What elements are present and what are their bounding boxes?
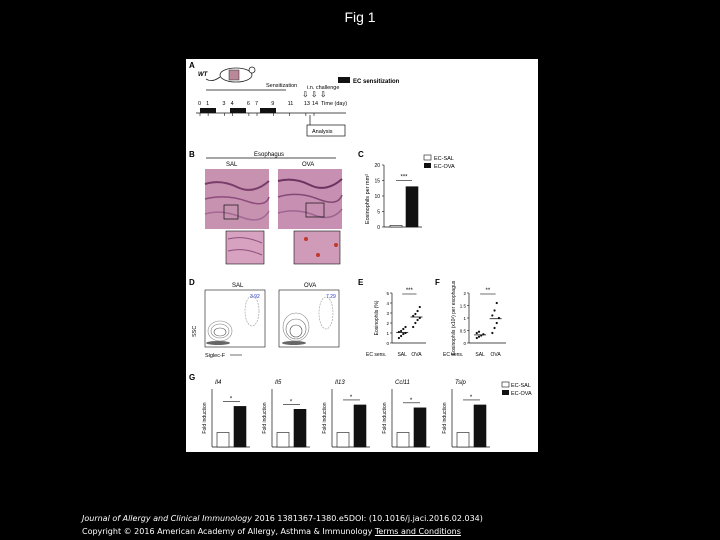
chart-e-ytick-label-5: 5 — [386, 291, 389, 296]
chart-e-point-0-2 — [402, 333, 404, 335]
chart-f-xrow-label: EC sens. — [443, 352, 464, 358]
citation-footer — [82, 512, 483, 538]
chart-g-gene-label-4: Tslp — [455, 380, 466, 386]
panel-label-b: B — [189, 150, 195, 159]
chart-e-sig-label: *** — [405, 288, 413, 294]
chart-e-point-1-5 — [414, 313, 416, 315]
chart-g-gene-label-0: Il4 — [215, 380, 222, 386]
figure-title: Fig 1 — [344, 9, 376, 25]
day-label-5: 7 — [255, 101, 259, 107]
chart-g-bar-4-0 — [457, 433, 469, 448]
chart-g-ylabel-4: Fold induction — [442, 402, 448, 434]
chart-g-bar-0-0 — [217, 433, 229, 448]
chart-e-ytick-label-2: 2 — [386, 321, 389, 326]
chart-g-ylabel-1: Fold induction — [262, 402, 268, 434]
chart-e-ytick-label-4: 4 — [386, 301, 389, 306]
chart-f-point-1-6 — [496, 302, 498, 304]
chart-f-point-0-4 — [476, 332, 478, 334]
sensitization-label: Sensitization — [266, 83, 298, 89]
figure-panel — [186, 59, 538, 452]
chart-e-point-1-1 — [414, 322, 416, 324]
chart-g-sig-label-0: * — [229, 396, 233, 403]
chart-g-bar-3-1 — [414, 408, 426, 447]
histo-sal-label: SAL — [226, 162, 238, 168]
esophagus-label: Esophagus — [254, 152, 285, 158]
chart-g-bar-4-1 — [474, 405, 486, 447]
flow-ssc-label: SSC — [192, 325, 198, 337]
copyright-text: Copyright © 2016 American Academy of Allergy, Asthma & Immunology — [82, 527, 375, 536]
chart-f-ytick-label-0: 0 — [463, 341, 466, 346]
chart-g-bar-3-0 — [397, 433, 409, 448]
chart-g-ylabel-0: Fold induction — [202, 402, 208, 434]
chart-g — [202, 380, 490, 447]
chart-g-gene-label-1: Il5 — [275, 380, 282, 386]
legend-g-label-ova: EC-OVA — [511, 391, 532, 397]
chart-g-gene-label-2: Il13 — [335, 380, 345, 386]
chart-c-ytick-label-0: 0 — [377, 225, 380, 231]
chart-e-point-1-7 — [419, 306, 421, 308]
chart-e — [366, 288, 426, 358]
chart-e-point-0-6 — [402, 328, 404, 330]
chart-f-ytick-label-3: 1.5 — [459, 303, 466, 309]
flow-siglec-label: Siglec-F — [205, 353, 226, 359]
citation-details: 2016 1381367-1380.e5DOI: (10.1016/j.jaci.2016.02.034) — [251, 514, 483, 523]
chart-e-group-label-0: SAL — [397, 352, 407, 358]
chart-e-point-1-0 — [412, 326, 414, 328]
day-label-2: 3 — [222, 101, 226, 107]
panel-label-d: D — [189, 278, 195, 287]
chart-g-sig-label-1: * — [289, 399, 293, 406]
legend-g-label-sal: EC-SAL — [511, 383, 531, 389]
chart-f-point-1-2 — [496, 322, 498, 324]
chart-e-point-0-5 — [400, 330, 402, 332]
chart-c-ytick-label-3: 15 — [374, 178, 380, 185]
histology-sal-image — [205, 169, 269, 264]
chart-g-gene-label-3: Ccl11 — [395, 380, 410, 386]
chart-f-ytick-label-1: 0.5 — [459, 328, 466, 334]
chart-e-point-1-6 — [416, 310, 418, 312]
panel-label-a: A — [189, 61, 195, 70]
panel-label-g: G — [189, 373, 196, 382]
chart-e-ytick-label-1: 1 — [386, 331, 389, 336]
panel-label-c: C — [358, 150, 364, 159]
chart-f-point-1-4 — [491, 314, 493, 316]
legend-c-swatch-ova — [424, 163, 431, 168]
citation-line — [82, 512, 483, 525]
chart-c-bar-0 — [390, 225, 402, 227]
copyright-line — [82, 525, 483, 538]
chart-g-ylabel-2: Fold induction — [322, 402, 328, 434]
chart-e-xrow-label: EC sens. — [366, 352, 387, 358]
day-label-6: 9 — [271, 101, 275, 107]
day-label-1: 1 — [206, 101, 210, 107]
legend-c — [424, 155, 455, 170]
chart-f-group-label-0: SAL — [475, 352, 485, 358]
wt-label: WT — [198, 72, 208, 78]
day-label-4: 6 — [246, 101, 250, 107]
chart-c-ytick-label-1: 5 — [377, 209, 380, 216]
challenge-arrows: ⇩ ⇩ ⇩ — [302, 90, 327, 99]
legend-g — [502, 382, 532, 397]
chart-c-sig-label: *** — [400, 174, 408, 181]
chart-g-bar-0-1 — [234, 406, 246, 447]
legend-c-label-ova: EC-OVA — [434, 164, 455, 170]
chart-f-ytick-label-2: 1 — [463, 316, 466, 321]
analysis-label: Analysis — [312, 129, 333, 135]
timeline-bar — [196, 108, 346, 113]
panel-label-f: F — [435, 278, 440, 287]
chart-e-point-0-7 — [404, 326, 406, 328]
chart-f-point-0-0 — [476, 337, 478, 339]
challenge-label: i.n. challenge — [307, 85, 340, 91]
histology-ova-image — [278, 169, 342, 264]
chart-f — [443, 280, 506, 358]
day-label-3: 4 — [230, 101, 234, 107]
chart-g-ylabel-3: Fold induction — [382, 402, 388, 434]
histo-ova-label: OVA — [302, 162, 315, 168]
chart-f-ytick-label-4: 2 — [463, 291, 466, 296]
flow-ova-percent: 7.29 — [326, 294, 336, 300]
mouse-icon — [206, 67, 255, 82]
chart-f-point-0-1 — [478, 336, 480, 338]
chart-f-ylabel: Eosinophils (x10³) per esophagus — [451, 280, 457, 356]
flow-ova-label: OVA — [304, 283, 317, 289]
journal-name: Journal of Allergy and Clinical Immunology — [82, 514, 252, 523]
chart-e-ylabel: Eosinophils (%) — [374, 300, 380, 336]
chart-g-bar-2-0 — [337, 433, 349, 448]
legend-c-label-sal: EC-SAL — [434, 156, 454, 162]
legend-g-swatch-sal — [502, 382, 509, 387]
flow-sal-percent: 3.92 — [250, 294, 260, 300]
chart-g-sig-label-2: * — [349, 394, 353, 401]
chart-c — [365, 163, 422, 231]
time-label: Time (day) — [321, 101, 348, 107]
chart-e-point-0-0 — [398, 337, 400, 339]
chart-f-point-1-5 — [493, 309, 495, 311]
chart-g-sig-label-4: * — [469, 394, 473, 401]
legend-c-swatch-sal — [424, 155, 431, 160]
day-label-9: 14 — [312, 101, 319, 107]
chart-c-bar-1 — [406, 187, 418, 227]
chart-g-bar-1-1 — [294, 409, 306, 447]
chart-e-point-0-1 — [400, 335, 402, 337]
chart-c-ylabel: Eosinophils per mm² — [365, 173, 371, 225]
chart-g-bar-1-0 — [277, 433, 289, 448]
day-label-8: 13 — [303, 101, 310, 107]
chart-g-bar-2-1 — [354, 405, 366, 447]
chart-g-sig-label-3: * — [409, 397, 413, 404]
day-label-7: 11 — [287, 101, 294, 107]
terms-link[interactable]: Terms and Conditions — [374, 527, 461, 536]
ec-legend-label: EC sensitization — [353, 79, 400, 85]
timeline-days — [198, 101, 318, 116]
panel-label-e: E — [358, 278, 364, 287]
chart-e-group-label-1: OVA — [411, 352, 422, 358]
chart-e-ytick-label-0: 0 — [386, 341, 389, 346]
chart-f-sig-label: ** — [485, 288, 491, 294]
figure-svg — [186, 59, 538, 452]
chart-f-point-1-1 — [493, 327, 495, 329]
flow-sal-label: SAL — [232, 283, 244, 289]
chart-f-point-0-5 — [478, 331, 480, 333]
chart-c-ytick-label-4: 20 — [374, 163, 380, 169]
chart-f-group-label-1: OVA — [490, 352, 501, 358]
ec-legend-swatch — [338, 77, 350, 83]
chart-e-ytick-label-3: 3 — [386, 311, 389, 316]
chart-f-point-1-0 — [491, 332, 493, 334]
chart-e-point-1-2 — [416, 319, 418, 321]
chart-c-ytick-label-2: 10 — [374, 194, 380, 200]
legend-g-swatch-ova — [502, 390, 509, 395]
day-label-0: 0 — [198, 101, 202, 107]
